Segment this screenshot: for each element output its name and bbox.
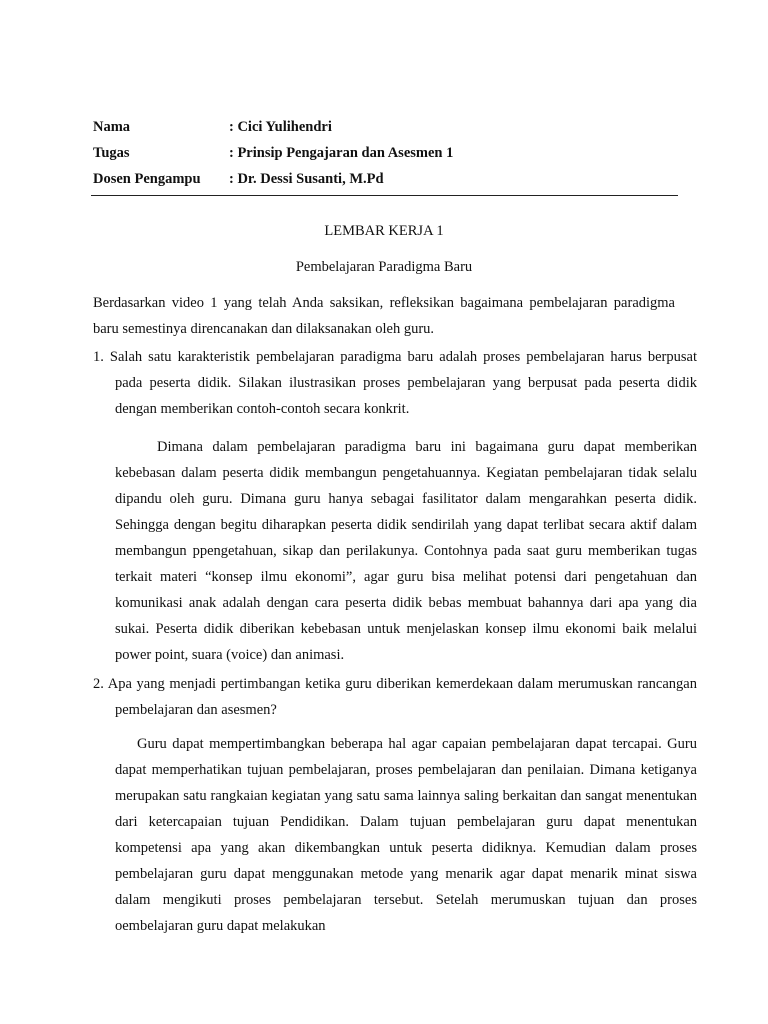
header-value: : Prinsip Pengajaran dan Asesmen 1 — [229, 144, 454, 161]
header-value: : Dr. Dessi Susanti, M.Pd — [229, 170, 384, 187]
question-2: 2. Apa yang menjadi pertimbangan ketika guru diberikan kemerdekaan dalam merumuskan rancangan pembelajaran dan asesmen? — [93, 676, 697, 718]
header-row-tugas — [93, 140, 677, 166]
answer-2 — [93, 731, 697, 939]
header-row-nama — [93, 114, 677, 140]
answer-2-text: Guru dapat mempertimbangkan beberapa hal agar capaian pembelajaran dapat tercapai. Guru dapat memperhatikan tujuan pembelajaran, proses pembelajaran dan penilaian. Dimana ketiganya merupakan satu rangkaian kegiatan yang satu sama lainnya saling berkaitan dan sangat menentukan dari ketercapaian tujuan Pendidikan. Dalam tujuan pembelajaran guru dapat menentukan kompetensi apa yang akan dikembangkan untuk peserta didiknya. Kemudian dalam proses pembelajaran guru dapat menggunakan metode yang menarik agar dapat menarik minat siswa dalam mengikuti proses pembelajaran tersebut. Setelah merumuskan tujuan dan proses oembelajaran guru dapat melakukan — [115, 736, 697, 934]
header-value: : Cici Yulihendri — [229, 118, 332, 135]
header-row-dosen — [93, 166, 677, 192]
intro-paragraph: Berdasarkan video 1 yang telah Anda saksikan, refleksikan bagaimana pembelajaran paradigma baru semestinya direncanakan dan dilaksanakan oleh guru. — [93, 295, 675, 337]
answer-1 — [93, 434, 697, 668]
answer-1-text: Dimana dalam pembelajaran paradigma baru ini bagaimana guru dapat memberikan kebebasan dalam peserta didik membangun pengetahuannya. Kegiatan pembelajaran tidak selalu dipandu oleh guru. Dimana guru hanya sebagai fasilitator dalam mengarahkan peserta didik. Sehingga dengan begitu diharapkan peserta didik sendirilah yang dapat terlibat secara aktif dalam membangun ppengetahuan, sikap dan perilakunya. Contohnya pada saat guru memberikan tugas terkait materi “konsep ilmu ekonomi”, agar guru bisa melihat potensi dari pengetahuan dan komunikasi anak adalah dengan cara peserta didik bebas membuat bahannya dari apa yang dia sukai. Peserta didik diberikan kebebasan untuk menjelaskan konsep ilmu ekonomi baik melalui power point, suara (voice) dan animasi. — [115, 439, 697, 663]
header-label: Dosen Pengampu — [93, 170, 201, 187]
header-info — [93, 114, 677, 192]
header-label: Tugas — [93, 144, 130, 161]
header-label: Nama — [93, 118, 131, 135]
document-subtitle: Pembelajaran Paradigma Baru — [295, 259, 473, 275]
header-divider — [91, 195, 678, 196]
question-1: 1. Salah satu karakteristik pembelajaran paradigma baru adalah proses pembelajaran harus berpusat pada peserta didik. Silakan ilustrasikan proses pembelajaran yang berpusat pada peserta didik dengan memberikan contoh-contoh secara konkrit. — [93, 349, 697, 417]
document-title: LEMBAR KERJA 1 — [324, 223, 444, 239]
